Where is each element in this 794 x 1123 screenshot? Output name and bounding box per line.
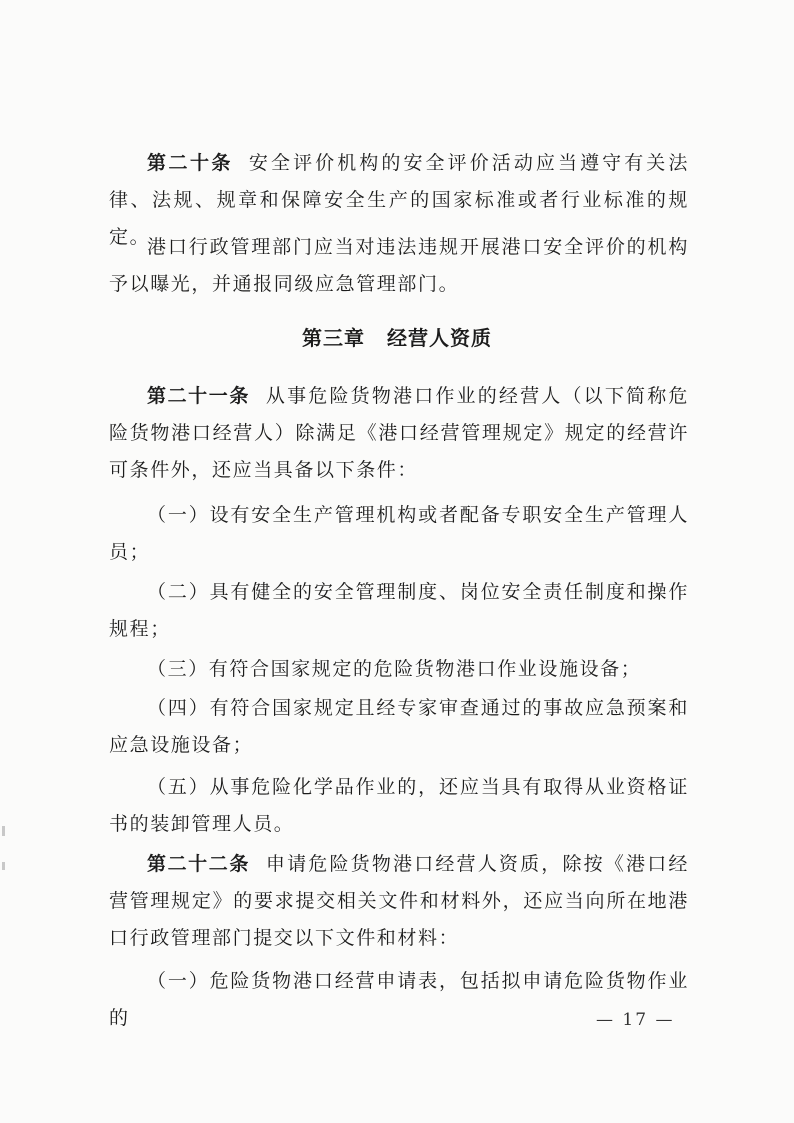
article-21-item-1: （一）设有安全生产管理机构或者配备专职安全生产管理人员； bbox=[109, 504, 689, 563]
article-22-item-1: （一）危险货物港口经营申请表，包括拟申请危险货物作业的 bbox=[109, 970, 689, 1029]
article-22-label: 第二十二条 bbox=[147, 853, 250, 875]
article-21 bbox=[109, 378, 689, 489]
page-number: — 17 — bbox=[596, 1010, 675, 1030]
scan-edge-mark bbox=[2, 862, 5, 870]
chapter-heading bbox=[0, 322, 794, 351]
article-21-text: 从事危险货物港口作业的经营人（以下简称危险货物港口经营人）除满足《港口经营管理规定》规定的经营许可条件外，还应当具备以下条件： bbox=[109, 385, 689, 481]
article-21-label: 第二十一条 bbox=[147, 385, 250, 407]
article-22-text: 申请危险货物港口经营人资质，除按《港口经营管理规定》的要求提交相关文件和材料外，还应当向所在地港口行政管理部门提交以下文件和材料： bbox=[109, 853, 689, 949]
article-20-paragraph-2: 港口行政管理部门应当对违法违规开展港口安全评价的机构予以曝光，并通报同级应急管理部门。 bbox=[109, 236, 689, 295]
chapter-title: 经营人资质 bbox=[387, 326, 492, 350]
article-21-item-4: （四）有符合国家规定且经专家审查通过的事故应急预案和应急设施设备； bbox=[109, 697, 689, 756]
scan-edge-mark bbox=[2, 826, 5, 836]
article-20-text: 安全评价机构的安全评价活动应当遵守有关法律、法规、规章和保障安全生产的国家标准或者行业标准的规定。 bbox=[109, 152, 689, 248]
article-21-item-2: （二）具有健全的安全管理制度、岗位安全责任制度和操作规程； bbox=[109, 581, 689, 640]
chapter-number: 第三章 bbox=[302, 326, 365, 350]
article-21-item-3: （三）有符合国家规定的危险货物港口作业设施设备； bbox=[147, 658, 642, 680]
article-20-label: 第二十条 bbox=[147, 152, 233, 174]
article-22 bbox=[109, 846, 689, 957]
article-21-item-5: （五）从事危险化学品作业的，还应当具有取得从业资格证书的装卸管理人员。 bbox=[109, 776, 689, 835]
